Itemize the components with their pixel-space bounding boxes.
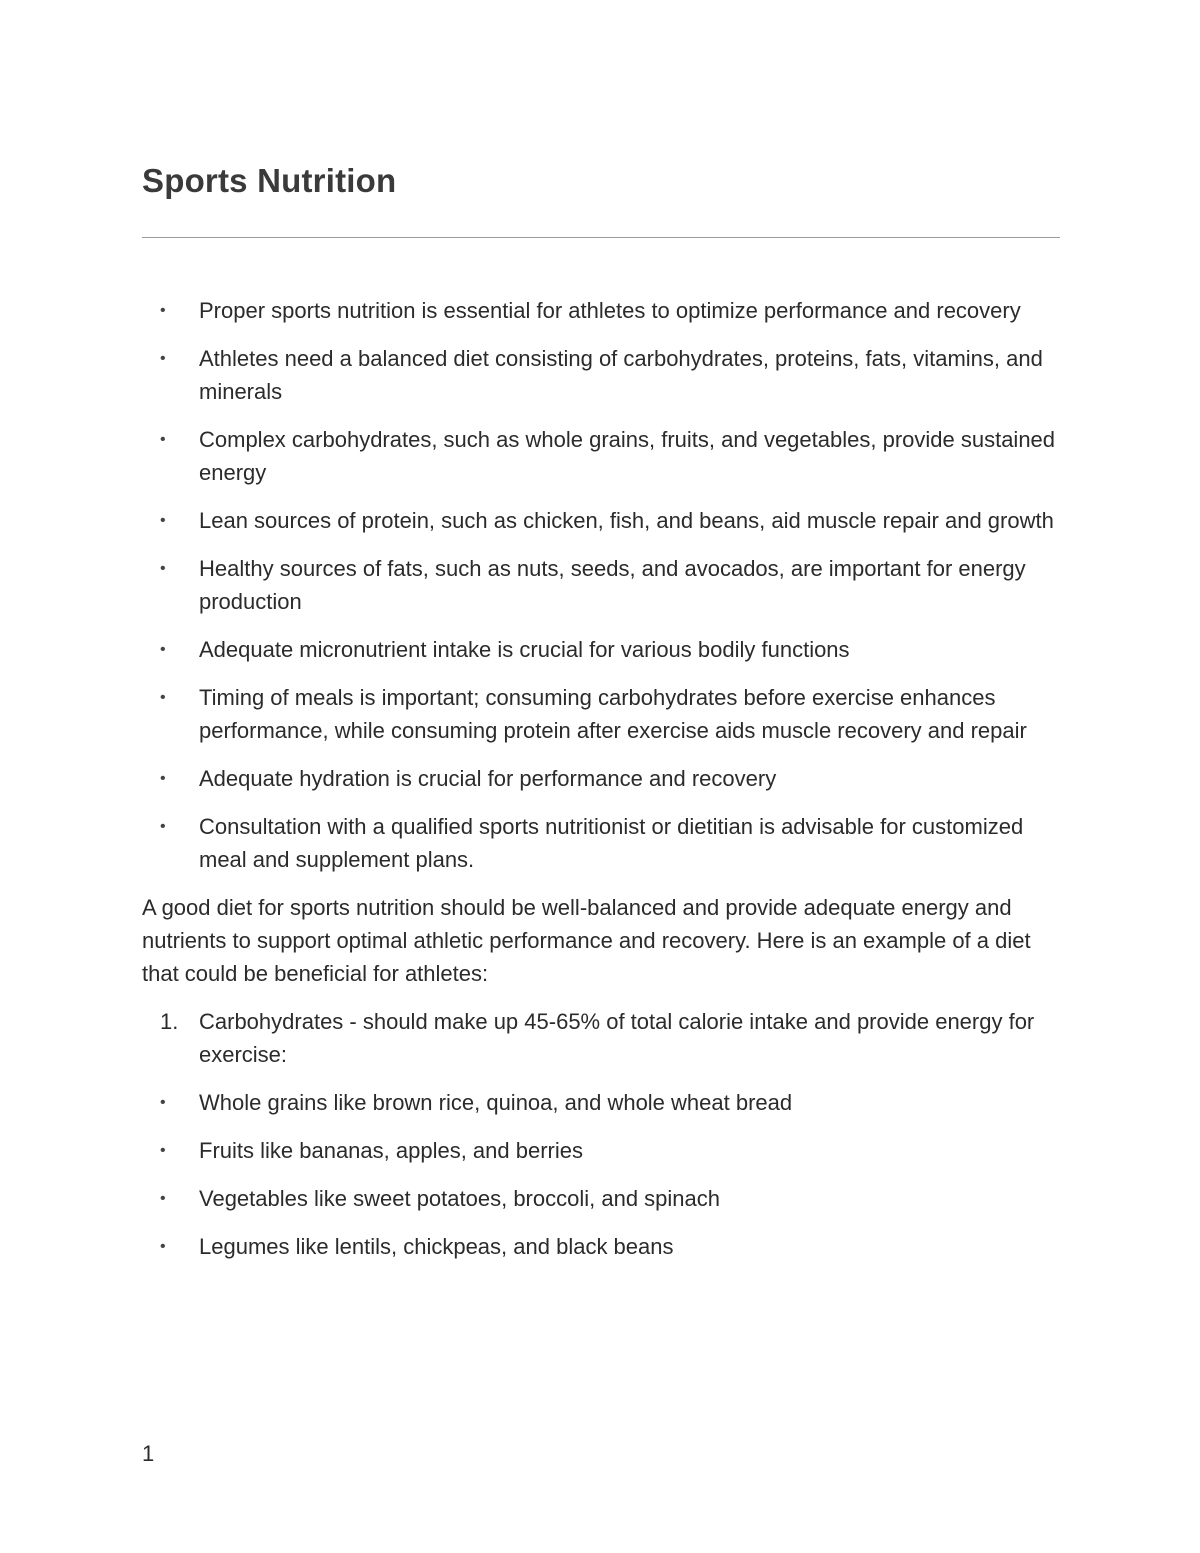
- list-item-text: Healthy sources of fats, such as nuts, seeds, and avocados, are important for energy production: [199, 556, 1026, 614]
- title-divider: [142, 237, 1060, 238]
- list-item-text: Lean sources of protein, such as chicken, fish, and beans, aid muscle repair and growth: [199, 508, 1054, 533]
- list-item-text: Legumes like lentils, chickpeas, and black beans: [199, 1234, 674, 1259]
- list-item: [142, 342, 1062, 408]
- bullet-icon: •: [160, 560, 166, 577]
- bullet-list: [142, 294, 1062, 876]
- list-item: [142, 423, 1062, 489]
- bullet-icon: •: [160, 770, 166, 787]
- body-paragraph: A good diet for sports nutrition should be well-balanced and provide adequate energy and nutrients to support optimal athletic performance and recovery. Here is an example of a diet that could be beneficial for athletes:: [142, 895, 1031, 986]
- list-item-text: Adequate hydration is crucial for performance and recovery: [199, 766, 777, 791]
- sub-bullet-list: [142, 1086, 1062, 1263]
- list-item: [142, 1230, 1062, 1263]
- list-item-text: Complex carbohydrates, such as whole grains, fruits, and vegetables, provide sustained energy: [199, 427, 1056, 485]
- list-item-text: Whole grains like brown rice, quinoa, and whole wheat bread: [199, 1090, 793, 1115]
- list-item-text: Fruits like bananas, apples, and berries: [199, 1138, 583, 1163]
- list-item-text: Athletes need a balanced diet consisting of carbohydrates, proteins, fats, vitamins, and minerals: [199, 346, 1043, 404]
- list-item-text: Timing of meals is important; consuming carbohydrates before exercise enhances performance, while consuming protein after exercise aids muscle recovery and repair: [199, 685, 1027, 743]
- list-item-text: Adequate micronutrient intake is crucial for various bodily functions: [199, 637, 850, 662]
- bullet-icon: •: [160, 641, 166, 658]
- list-item: [142, 1182, 1062, 1215]
- list-item-text: Consultation with a qualified sports nutritionist or dietitian is advisable for customized meal and supplement plans.: [199, 814, 1024, 872]
- bullet-icon: •: [160, 512, 166, 529]
- list-item: [142, 681, 1062, 747]
- bullet-icon: •: [160, 302, 166, 319]
- list-number: 1.: [160, 1009, 179, 1034]
- page-title: Sports Nutrition: [142, 162, 397, 199]
- bullet-icon: •: [160, 1094, 166, 1111]
- bullet-icon: •: [160, 1238, 166, 1255]
- numbered-item-text: Carbohydrates - should make up 45-65% of total calorie intake and provide energy for exercise:: [199, 1009, 1035, 1067]
- list-item-text: Vegetables like sweet potatoes, broccoli, and spinach: [199, 1186, 720, 1211]
- bullet-icon: •: [160, 818, 166, 835]
- list-item: [142, 762, 1062, 795]
- numbered-item: [142, 1005, 1062, 1071]
- document-body: [142, 294, 1062, 1278]
- list-item: [142, 1086, 1062, 1119]
- list-item: [142, 294, 1062, 327]
- list-item-text: Proper sports nutrition is essential for athletes to optimize performance and recovery: [199, 298, 1021, 323]
- list-item: [142, 1134, 1062, 1167]
- list-item: [142, 552, 1062, 618]
- list-item: [142, 633, 1062, 666]
- bullet-icon: •: [160, 431, 166, 448]
- bullet-icon: •: [160, 350, 166, 367]
- bullet-icon: •: [160, 1142, 166, 1159]
- list-item: [142, 504, 1062, 537]
- bullet-icon: •: [160, 1190, 166, 1207]
- list-item: [142, 810, 1062, 876]
- numbered-list: [142, 1005, 1062, 1071]
- bullet-icon: •: [160, 689, 166, 706]
- page-number: 1: [142, 1441, 155, 1466]
